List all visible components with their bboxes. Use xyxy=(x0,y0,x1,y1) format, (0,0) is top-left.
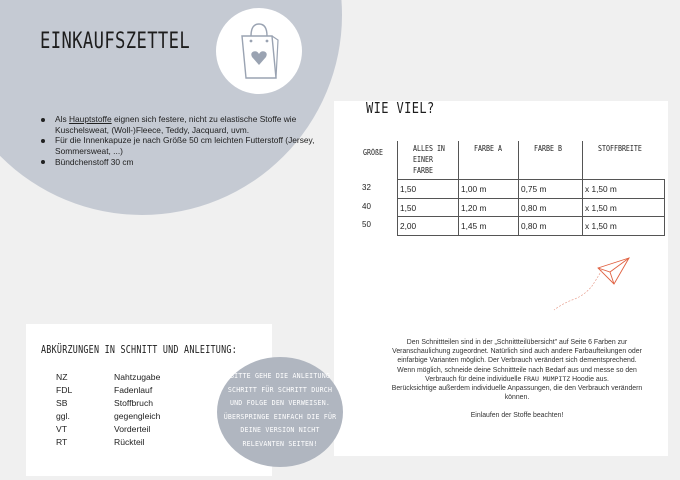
hint-line: DEINE VERSION NICHT xyxy=(240,426,320,435)
table-divider xyxy=(664,179,665,236)
header-color-b: FARBE B xyxy=(534,144,562,153)
abbreviation-row: VT Vorderteil xyxy=(56,424,151,434)
table-divider xyxy=(397,198,665,199)
abbreviation-row: RT Rückteil xyxy=(56,437,145,447)
table-divider xyxy=(458,141,459,236)
hint-text xyxy=(222,370,338,452)
table-cell: 1,50 xyxy=(400,203,417,213)
table-cell: 1,00 m xyxy=(461,184,487,194)
highlight-hauptstoffe: Hauptstoffe xyxy=(68,114,112,124)
table-cell: 1,45 m xyxy=(461,221,487,231)
size-label: 50 xyxy=(362,220,371,229)
paper-plane-icon xyxy=(552,254,632,319)
list-item: Als Hauptstoffe eignen sich festere, nicht zu elastische Stoffe wie Kuschelsweat, (Woll-)Fleece, Teddy, Jacquard, uvm. xyxy=(40,114,330,135)
header-one-color: ALLES IN EINER FARBE xyxy=(413,144,445,175)
table-cell: 1,20 m xyxy=(461,203,487,213)
table-divider xyxy=(397,216,665,217)
note-line: Den Schnittteilen sind in der „Schnittteilübersicht" auf Seite 6 Farben zur xyxy=(406,339,628,346)
hint-line: SCHRITT FÜR SCHRITT DURCH xyxy=(227,385,333,394)
abbreviation-row: ggl. gegengleich xyxy=(56,411,161,421)
abbreviations-title: ABKÜRZUNGEN IN SCHNITT UND ANLEITUNG: xyxy=(41,344,237,356)
table-divider xyxy=(397,141,398,236)
table-cell: 2,00 xyxy=(400,221,417,231)
header-color-a: FARBE A xyxy=(474,144,502,153)
brand-name: FRAU MUMPITZ xyxy=(523,374,571,383)
table-cell: 0,80 m xyxy=(521,203,547,213)
bag-badge xyxy=(216,8,302,94)
note-line: Verbrauch für deine individuelle FRAU MUMPITZ Hoodie aus. xyxy=(425,374,609,383)
header-size: GRÖßE xyxy=(363,148,383,157)
table-cell: x 1,50 m xyxy=(585,184,617,194)
note-line: Berücksichtige außerdem individuelle Anpassungen, die den Verbrauch verändern xyxy=(391,385,643,393)
abbreviation-row: NZ Nahtzugabe xyxy=(56,372,161,382)
materials-list xyxy=(40,114,330,168)
table-divider xyxy=(518,141,519,236)
table-divider xyxy=(582,141,583,236)
note-line: Veranschaulichung zugeordnet. Natürlich sind auch andere Farbaufteilungen oder xyxy=(392,348,642,356)
table-cell: 0,80 m xyxy=(521,221,547,231)
table-cell: x 1,50 m xyxy=(585,203,617,213)
header-fabric-width: STOFFBREITE xyxy=(598,144,642,153)
hint-line: UND FOLGE DEN VERWEISEN. xyxy=(229,399,331,408)
note-line: Wenn möglich, schneide deine Schnittteile nach Bedarf aus und messe so den xyxy=(397,366,637,374)
hint-line: ÜBERSPRINGE EINFACH DIE FÜR xyxy=(223,412,337,421)
table-cell: x 1,50 m xyxy=(585,221,617,231)
quantity-note xyxy=(368,338,666,421)
list-item: Für die Innenkapuze je nach Größe 50 cm leichten Futterstoff (Jersey, Sommersweat, ...) xyxy=(40,135,330,156)
table-divider xyxy=(397,179,665,180)
abbreviation-row: SB Stoffbruch xyxy=(56,398,154,408)
page-title: EINKAUFSZETTEL xyxy=(40,29,191,54)
note-final: Einlaufen der Stoffe beachten! xyxy=(470,412,564,420)
list-item: Bündchenstoff 30 cm xyxy=(40,157,330,168)
hint-line: BITTE GEHE DIE ANLEITUNG xyxy=(229,372,331,380)
abbreviation-row: FDL Fadenlauf xyxy=(56,385,153,395)
note-line: können. xyxy=(504,394,530,402)
hint-line: RELEVANTEN SEITEN! xyxy=(242,439,318,448)
table-cell: 0,75 m xyxy=(521,184,547,194)
table-divider xyxy=(397,235,665,236)
quantity-title: WIE VIEL? xyxy=(366,99,435,117)
note-line: einfarbige Varianten möglich. Der Verbrauch verändert sich dementsprechend. xyxy=(397,357,637,365)
table-cell: 1,50 xyxy=(400,184,417,194)
size-label: 32 xyxy=(362,183,371,192)
size-label: 40 xyxy=(362,202,371,211)
